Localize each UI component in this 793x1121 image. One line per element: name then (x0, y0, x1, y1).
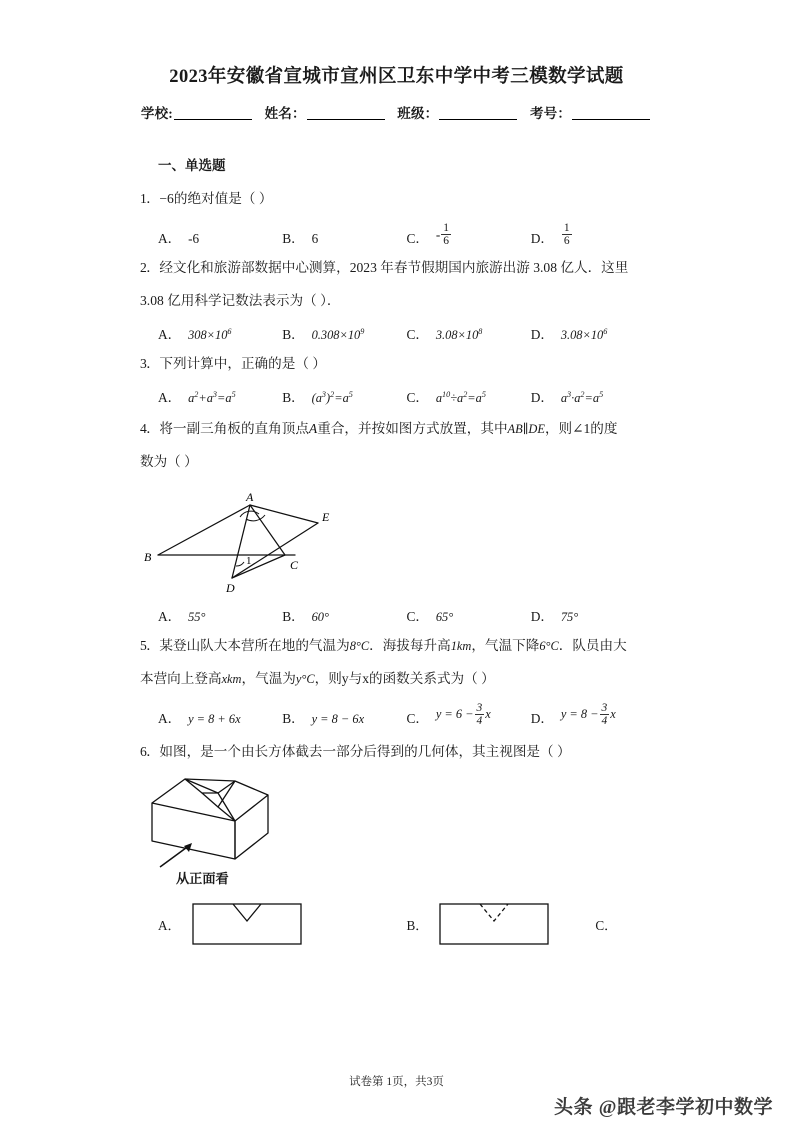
question-5-line1a: 某登山队大本营所在地的气温为 (159, 638, 350, 654)
option-3a[interactable] (158, 387, 282, 406)
question-5-line1d: ．队员由大 (558, 638, 627, 654)
section-heading: 一、单选题 (158, 158, 226, 173)
page-title: 2023年安徽省宣城市宣州区卫东中学中考三模数学试题 (169, 67, 624, 87)
watermark-at: @ (598, 1097, 617, 1118)
label-B: B (144, 550, 152, 565)
watermark-prefix: 头条 (554, 1097, 594, 1118)
question-2-line2: 3.08 亿用科学记数法表示为（ ）． (140, 293, 341, 309)
view-arrow-icon (184, 843, 192, 852)
question-5-line1b: ．海拔每升高 (369, 638, 451, 654)
option-5c[interactable] (407, 702, 531, 727)
blank-exam-number[interactable] (572, 119, 650, 120)
question-4 (140, 414, 655, 444)
option-2a[interactable] (158, 324, 282, 343)
option-5d-value: y = 8 − $\frac{3}{4}$ x (560, 702, 616, 728)
option-4a-value: 55° (188, 610, 206, 625)
label-C: C (290, 558, 299, 573)
option-1b-value: 6 (311, 231, 319, 247)
question-5-y-var: y°C (295, 672, 315, 687)
option-5c-value: y = 6 − $\frac{3}{4}$ x (435, 702, 491, 728)
question-5-line2-wrap (140, 664, 655, 694)
option-2d-value: $3.08\times 10^6$ (560, 327, 608, 343)
blank-class[interactable] (439, 119, 517, 120)
option-5b[interactable] (282, 708, 406, 727)
question-5-line2b: ，气温为 (241, 671, 296, 687)
option-2d-label: D． (530, 327, 554, 343)
label-E: E (322, 510, 330, 525)
option-3b-label: B． (282, 390, 305, 406)
label-exam-number: 考号： (529, 106, 572, 121)
question-5 (140, 631, 655, 661)
question-4-options (158, 606, 655, 625)
option-6b-shape (438, 901, 550, 947)
option-1a-label: A． (158, 231, 182, 247)
option-3c[interactable] (407, 387, 531, 406)
question-5-line1c: ，气温下降 (471, 638, 540, 654)
question-1-number: 1． (140, 191, 160, 206)
question-2-line2-wrap (140, 286, 655, 316)
question-4-figure (140, 483, 655, 598)
option-5d[interactable] (531, 702, 655, 727)
option-2b-value: $0.308\times 10^9$ (311, 327, 365, 343)
question-5-temp-drop: 6°C (539, 639, 559, 654)
question-6-figure (140, 771, 655, 887)
option-2d[interactable] (531, 324, 655, 343)
geometry-diagram-svg (140, 483, 370, 593)
question-6-options (158, 901, 655, 947)
label-class: 班级： (397, 106, 439, 121)
option-1a[interactable] (158, 228, 282, 247)
question-5-temp-base: 8°C (349, 639, 370, 654)
question-4-line1a: 将一副三角板的直角顶点 (159, 421, 309, 437)
question-3 (140, 349, 655, 379)
question-2-line1: 经文化和旅游部数据中心测算，2023 年春节假期国内旅游出游 3.08 亿人．这里 (159, 260, 629, 276)
option-6a[interactable] (158, 901, 407, 947)
option-5a-value: y = 8 + 6x (188, 712, 241, 727)
option-5c-label: C． (406, 711, 429, 727)
option-3d[interactable] (531, 387, 655, 406)
option-6a-shape (191, 901, 303, 947)
option-5a[interactable] (158, 708, 282, 727)
option-3b[interactable] (282, 387, 406, 406)
question-6 (140, 737, 655, 767)
watermark-name: 跟老李学初中数学 (616, 1097, 773, 1118)
option-5b-value: y = 8 − 6x (311, 712, 365, 727)
question-content (0, 154, 793, 947)
label-angle-1: 1 (246, 555, 252, 568)
option-4d-value: 75° (560, 610, 579, 625)
page-footer: 试卷第 1页，共3页 (349, 1076, 444, 1088)
student-info-line (0, 102, 793, 122)
option-1d-value: $\frac{1}{6}$ (563, 222, 570, 248)
option-2c-label: C． (406, 327, 429, 343)
question-4-var: A (308, 421, 318, 437)
option-4a[interactable] (158, 606, 282, 625)
option-2c[interactable] (407, 324, 531, 343)
option-1d-label: D． (530, 231, 554, 247)
question-4-line1c: ，则∠1的度 (544, 421, 618, 437)
label-A: A (246, 490, 254, 505)
option-4d-label: D． (530, 609, 554, 625)
option-6a-label: A． (158, 917, 181, 933)
option-2a-label: A． (158, 327, 182, 343)
option-3a-label: A． (158, 390, 182, 406)
question-1-text: −6的绝对值是（ ） (159, 191, 273, 206)
option-4a-label: A． (158, 609, 182, 625)
question-3-number: 3． (140, 356, 160, 372)
blank-school[interactable] (174, 119, 252, 120)
option-3c-label: C． (406, 390, 429, 406)
option-5b-label: B． (282, 711, 305, 727)
label-D: D (226, 581, 235, 594)
question-5-line2c: ，则y与x的函数关系式为（ ） (314, 671, 495, 687)
option-1a-value: -6 (188, 231, 200, 247)
option-4c[interactable] (407, 606, 531, 625)
option-4b[interactable] (282, 606, 406, 625)
option-1c[interactable] (407, 222, 531, 247)
question-6-figure-caption: 从正面看 (176, 871, 229, 887)
question-6-number: 6． (140, 744, 160, 760)
option-3b-value: $(a^3)^2=a^5$ (311, 390, 353, 406)
question-4-condition: AB∥DE (507, 422, 545, 437)
question-2 (140, 253, 655, 283)
option-1d[interactable] (531, 222, 655, 247)
question-5-options (158, 702, 655, 727)
label-school: 学校: (140, 106, 174, 121)
solid-figure-svg (140, 771, 330, 871)
option-6b[interactable] (407, 901, 596, 947)
option-3a-value: $a^2+a^3=a^5$ (188, 390, 236, 406)
question-2-options (158, 324, 655, 343)
question-3-text: 下列计算中，正确的是（ ） (159, 356, 326, 372)
option-1b-label: B． (282, 231, 305, 247)
option-6c-label: C． (595, 917, 618, 933)
question-1-options (158, 222, 655, 247)
question-4-line1b: 重合，并按如图方式放置，其中 (317, 421, 508, 437)
question-6-text: 如图，是一个由长方体截去一部分后得到的几何体，其主视图是（ ） (159, 744, 571, 760)
watermark (554, 1092, 773, 1119)
option-4b-value: 60° (311, 610, 329, 625)
question-5-x-var: xkm (221, 672, 242, 687)
option-4c-label: C． (406, 609, 429, 625)
option-1c-label: C． (406, 231, 429, 247)
question-5-altitude-step: 1km (450, 639, 472, 654)
question-4-line2-wrap (140, 447, 655, 477)
option-1c-value: - $\frac{1}{6}$ (435, 222, 449, 248)
option-4b-label: B． (282, 609, 305, 625)
question-5-number: 5． (140, 638, 160, 654)
option-5a-label: A． (158, 711, 182, 727)
question-1 (140, 184, 655, 214)
option-5d-label: D． (530, 711, 554, 727)
question-4-line2: 数为（ ） (140, 454, 198, 470)
question-3-options (158, 387, 655, 406)
option-3d-label: D． (530, 390, 554, 406)
option-3c-value: $a^{10}\div a^2=a^5$ (435, 390, 486, 406)
option-2a-value: $308\times 10^6$ (188, 327, 232, 343)
blank-name[interactable] (307, 119, 385, 120)
question-2-number: 2． (140, 260, 160, 276)
option-2b[interactable] (282, 324, 406, 343)
option-4d[interactable] (531, 606, 655, 625)
option-1b[interactable] (282, 228, 406, 247)
question-4-number: 4． (140, 421, 160, 437)
option-2c-value: $3.08\times 10^8$ (435, 327, 483, 343)
option-2b-label: B． (282, 327, 305, 343)
option-4c-value: 65° (435, 610, 454, 625)
label-name: 姓名： (264, 106, 306, 121)
question-5-line2a: 本营向上登高 (140, 671, 222, 687)
option-6c[interactable] (595, 915, 617, 934)
option-3d-value: $a^3\cdot a^2=a^5$ (560, 390, 604, 406)
option-6b-label: B． (406, 917, 429, 933)
